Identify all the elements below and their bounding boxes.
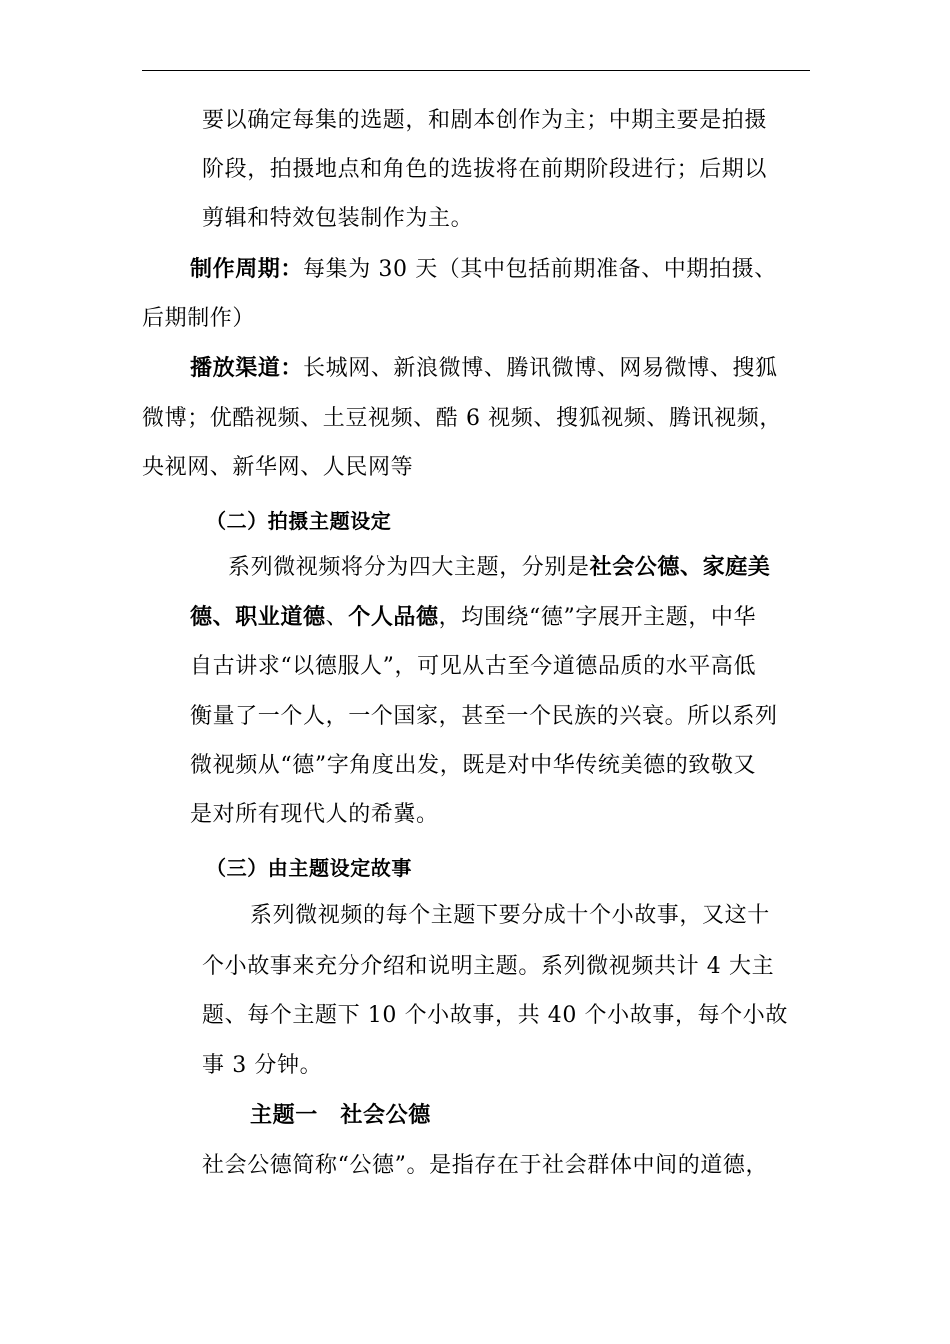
paragraph-line: 自古讲求“以德服人”，可见从古至今道德品质的水平高低 [190, 654, 757, 679]
paragraph-line: 事 3 分钟。 [202, 1053, 323, 1078]
paragraph-line: 剪辑和特效包装制作为主。 [202, 206, 474, 231]
production-cycle-line [190, 257, 777, 283]
paragraph-line: 后期制作） [142, 306, 256, 331]
text-run: 、 [325, 605, 349, 630]
paragraph-line: 是对所有现代人的希冀。 [190, 802, 439, 827]
paragraph-line: 社会公德简称“公德”。是指存在于社会群体中间的道德， [202, 1153, 769, 1178]
channels-line [190, 356, 778, 382]
bold-run: 社会公德、家庭美 [589, 555, 771, 580]
section-heading: （二）拍摄主题设定 [206, 509, 392, 533]
paragraph-line: 微视频从“德”字角度出发，既是对中华传统美德的致敬又 [190, 753, 757, 778]
bold-run: 德、职业道德 [190, 605, 326, 630]
header-rule [142, 70, 810, 71]
paragraph-line: 题、每个主题下 10 个小故事，共 40 个小故事，每个小故 [202, 1003, 788, 1028]
production-cycle-text: 每集为 30 天（其中包括前期准备、中期拍摄、 [303, 257, 777, 282]
section-heading: （三）由主题设定故事 [206, 856, 412, 880]
production-cycle-label: 制作周期： [190, 257, 304, 282]
paragraph-line [228, 555, 770, 581]
paragraph-line: 衡量了一个人，一个国家，甚至一个民族的兴衰。所以系列 [190, 704, 778, 729]
paragraph-line [190, 605, 756, 631]
paragraph-line: 微博；优酷视频、土豆视频、酷 6 视频、搜狐视频、腾讯视频， [142, 406, 782, 431]
paragraph-line: 要以确定每集的选题，和剧本创作为主；中期主要是拍摄 [202, 108, 768, 133]
text-run: ，均围绕“德”字展开主题，中华 [438, 605, 757, 630]
bold-run: 个人品德 [348, 605, 439, 630]
paragraph-line: 阶段，拍摄地点和角色的选拔将在前期阶段进行；后期以 [202, 157, 768, 182]
text-run: 系列微视频将分为四大主题，分别是 [228, 555, 590, 580]
paragraph-line: 个小故事来充分介绍和说明主题。系列微视频共计 4 大主 [202, 954, 775, 979]
theme-heading: 主题一 社会公德 [250, 1103, 431, 1128]
channels-label: 播放渠道： [190, 356, 304, 381]
paragraph-line: 系列微视频的每个主题下要分成十个小故事，又这十 [250, 903, 770, 928]
paragraph-line: 央视网、新华网、人民网等 [142, 455, 414, 480]
channels-text: 长城网、新浪微博、腾讯微博、网易微博、搜狐 [303, 356, 778, 381]
